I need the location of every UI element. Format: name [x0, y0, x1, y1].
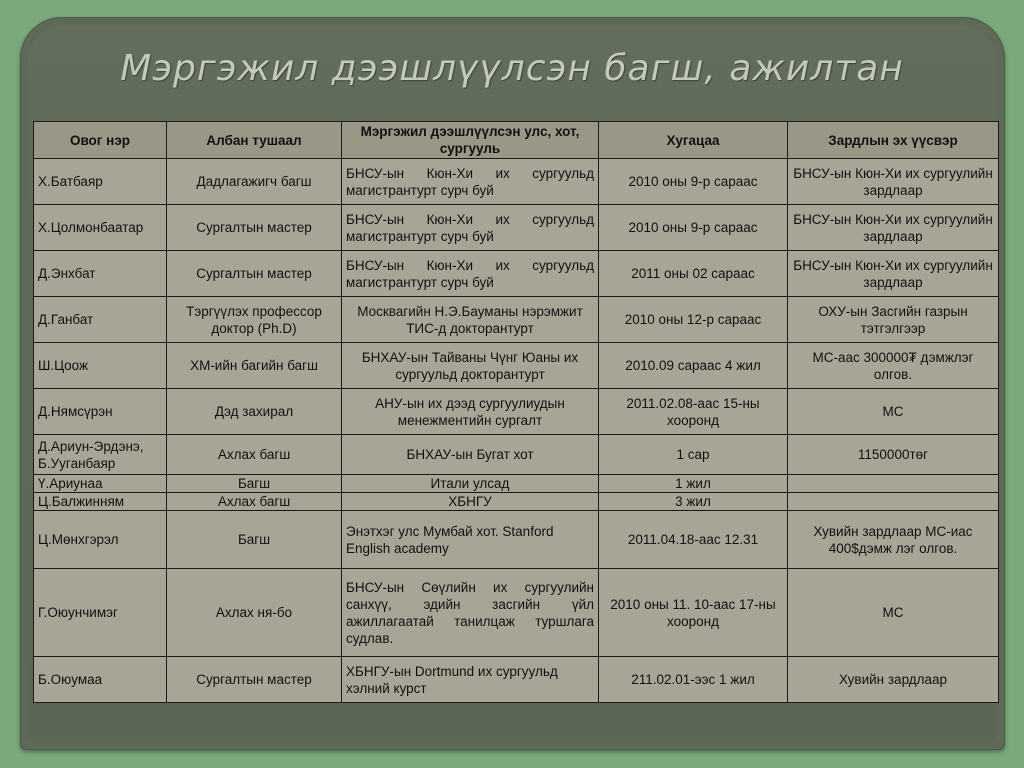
cell-name: Ш.Цоож: [34, 343, 167, 389]
table-row: [34, 511, 999, 569]
table-row: [34, 493, 999, 511]
cell-position: ХМ-ийн багийн багш: [167, 343, 342, 389]
cell-place: БНХАУ-ын Тайваны Чүнг Юаны их сургуульд докторантурт: [342, 343, 599, 389]
header-name: Овог нэр: [34, 122, 167, 159]
cell-duration: 2010 оны 9-р сараас: [599, 159, 788, 205]
cell-name: Ц.Балжинням: [34, 493, 167, 511]
cell-place: Энэтхэг улс Мумбай хот. Stanford English academy: [342, 511, 599, 569]
cell-duration: 2011.04.18-аас 12.31: [599, 511, 788, 569]
cell-name: Д.Ганбат: [34, 297, 167, 343]
cell-name: Д.Энхбат: [34, 251, 167, 297]
cell-funding: МС: [788, 389, 999, 435]
cell-funding: Хувийн зардлаар МС-иас 400$дэмж лэг олгов.: [788, 511, 999, 569]
header-position: Албан тушаал: [167, 122, 342, 159]
cell-duration: 2010.09 сараас 4 жил: [599, 343, 788, 389]
cell-place: Итали улсад: [342, 475, 599, 493]
cell-position: Сургалтын мастер: [167, 251, 342, 297]
cell-funding: МС-аас 300000₮ дэмжлэг олгов.: [788, 343, 999, 389]
cell-place: ХБНГУ-ын Dortmund их сургуульд хэлний курст: [342, 657, 599, 703]
slide-title: Мэргэжил дээшлүүлсэн багш, ажилтан: [120, 48, 904, 89]
cell-funding: [788, 475, 999, 493]
cell-duration: 1 жил: [599, 475, 788, 493]
cell-name: Г.Оюунчимэг: [34, 569, 167, 657]
table-row: [34, 159, 999, 205]
cell-position: Сургалтын мастер: [167, 205, 342, 251]
table-row: [34, 389, 999, 435]
cell-funding: [788, 493, 999, 511]
cell-position: Сургалтын мастер: [167, 657, 342, 703]
cell-duration: 2010 оны 9-р сараас: [599, 205, 788, 251]
cell-funding: БНСУ-ын Кюн-Хи их сургуулийн зардлаар: [788, 251, 999, 297]
table-row: [34, 569, 999, 657]
cell-duration: 2010 оны 11. 10-аас 17-ны хооронд: [599, 569, 788, 657]
cell-place: АНУ-ын их дээд сургуулиудын менежментийн сургалт: [342, 389, 599, 435]
cell-name: Б.Оюумаа: [34, 657, 167, 703]
cell-duration: 1 сар: [599, 435, 788, 475]
cell-name: Д.Нямсүрэн: [34, 389, 167, 435]
table-row: [34, 435, 999, 475]
cell-funding: 1150000төг: [788, 435, 999, 475]
cell-duration: 211.02.01-ээс 1 жил: [599, 657, 788, 703]
cell-duration: 3 жил: [599, 493, 788, 511]
cell-position: Ахлах багш: [167, 435, 342, 475]
cell-place: Москвагийн Н.Э.Бауманы нэрэмжит ТИС-д докторантурт: [342, 297, 599, 343]
cell-place: БНСУ-ын Сөүлийн их сургуулийн санхүү, эдийн засгийн үйл ажиллагаатай танилцаж туршлага судлав.: [342, 569, 599, 657]
table-row: [34, 343, 999, 389]
cell-name: Ү.Ариунаа: [34, 475, 167, 493]
cell-position: Багш: [167, 511, 342, 569]
cell-funding: БНСУ-ын Кюн-Хи их сургуулийн зардлаар: [788, 205, 999, 251]
cell-place: БНСУ-ын Кюн-Хи их сургуульд магистрантурт сурч буй: [342, 205, 599, 251]
table-row: [34, 475, 999, 493]
cell-name: Д.Ариун-Эрдэнэ, Б.Ууганбаяр: [34, 435, 167, 475]
cell-funding: Хувийн зардлаар: [788, 657, 999, 703]
cell-funding: БНСУ-ын Кюн-Хи их сургуулийн зардлаар: [788, 159, 999, 205]
cell-funding: ОХУ-ын Засгийн газрын тэтгэлгээр: [788, 297, 999, 343]
table-row: [34, 251, 999, 297]
header-duration: Хугацаа: [599, 122, 788, 159]
cell-position: Ахлах багш: [167, 493, 342, 511]
cell-position: Тэргүүлэх профессор доктор (Ph.D): [167, 297, 342, 343]
cell-name: Ц.Мөнхгэрэл: [34, 511, 167, 569]
table-row: [34, 205, 999, 251]
cell-name: Х.Батбаяр: [34, 159, 167, 205]
header-funding: Зардлын эх үүсвэр: [788, 122, 999, 159]
cell-place: БНСУ-ын Кюн-Хи их сургуульд магистрантурт сурч буй: [342, 159, 599, 205]
cell-position: Дэд захирал: [167, 389, 342, 435]
cell-name: Х.Цолмонбаатар: [34, 205, 167, 251]
table-row: [34, 297, 999, 343]
cell-place: ХБНГУ: [342, 493, 599, 511]
header-place: Мэргэжил дээшлүүлсэн улс, хот, сургууль: [342, 122, 599, 159]
cell-place: БНСУ-ын Кюн-Хи их сургуульд магистрантурт сурч буй: [342, 251, 599, 297]
cell-duration: 2011.02.08-аас 15-ны хооронд: [599, 389, 788, 435]
cell-position: Дадлагажигч багш: [167, 159, 342, 205]
cell-duration: 2010 оны 12-р сараас: [599, 297, 788, 343]
cell-duration: 2011 оны 02 сараас: [599, 251, 788, 297]
staff-training-table: [33, 121, 999, 703]
cell-position: Ахлах ня-бо: [167, 569, 342, 657]
table-row: [34, 657, 999, 703]
cell-position: Багш: [167, 475, 342, 493]
table-header-row: [34, 122, 999, 159]
cell-place: БНХАУ-ын Бугат хот: [342, 435, 599, 475]
cell-funding: МС: [788, 569, 999, 657]
